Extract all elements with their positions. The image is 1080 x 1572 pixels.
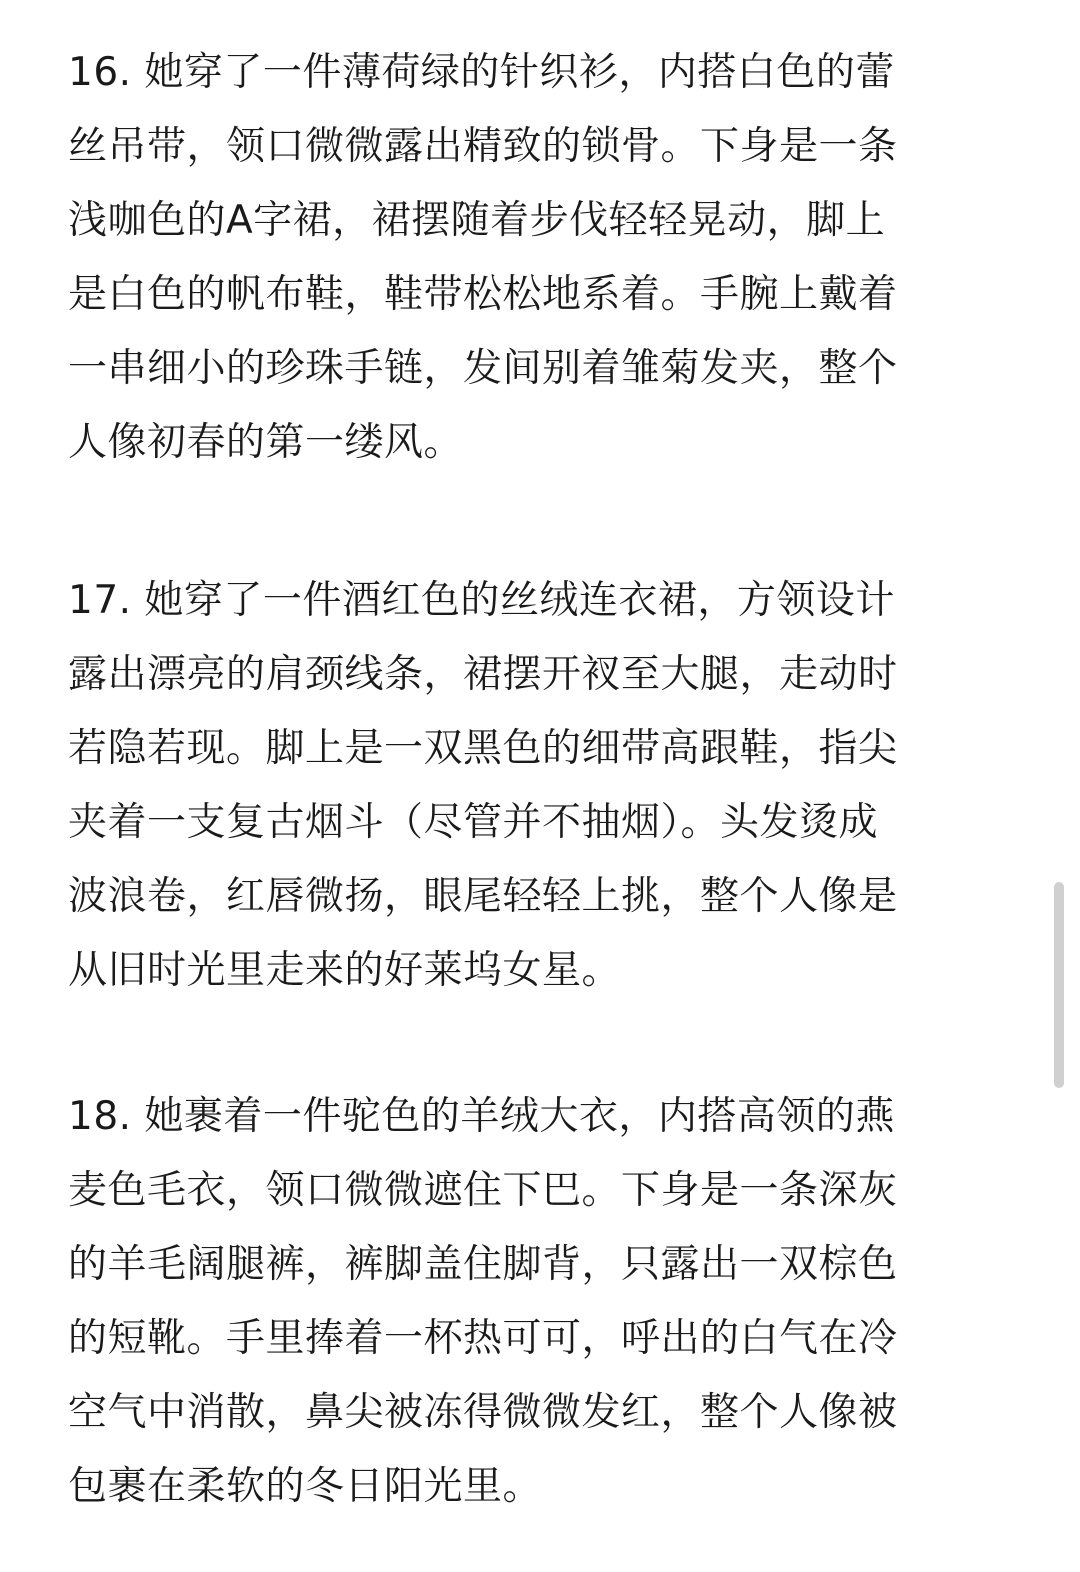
scrollbar-thumb[interactable] <box>1054 882 1064 1088</box>
paragraph-line: 一串细小的珍珠手链，发间别着雏菊发夹，整个 <box>68 346 898 391</box>
paragraph-line: 露出漂亮的肩颈线条，裙摆开衩至大腿，走动时 <box>68 652 898 697</box>
paragraph-line: 从旧时光里走来的好莱坞女星。 <box>68 948 622 993</box>
paragraph-line: 麦色毛衣，领口微微遮住下巴。下身是一条深灰 <box>68 1168 898 1213</box>
paragraph-line: 的短靴。手里捧着一杯热可可，呼出的白气在冷 <box>68 1316 898 1361</box>
paragraph-line: 18. 她裹着一件驼色的羊绒大衣，内搭高领的燕 <box>68 1094 895 1139</box>
paragraph-line: 包裹在柔软的冬日阳光里。 <box>68 1464 543 1509</box>
paragraph-line: 浅咖色的A字裙，裙摆随着步伐轻轻晃动，脚上 <box>68 198 886 243</box>
outfit-paragraph-16 <box>68 36 1008 480</box>
paragraph-line: 是白色的帆布鞋，鞋带松松地系着。手腕上戴着 <box>68 272 898 317</box>
paragraph-line: 16. 她穿了一件薄荷绿的针织衫，内搭白色的蕾 <box>68 50 895 95</box>
paragraph-line: 人像初春的第一缕风。 <box>68 420 464 465</box>
paragraph-line: 17. 她穿了一件酒红色的丝绒连衣裙，方领设计 <box>68 578 895 623</box>
paragraph-line: 波浪卷，红唇微扬，眼尾轻轻上挑，整个人像是 <box>68 874 898 919</box>
paragraph-line: 空气中消散，鼻尖被冻得微微发红，整个人像被 <box>68 1390 898 1435</box>
outfit-paragraph-18 <box>68 1080 1008 1524</box>
outfit-paragraph-17 <box>68 564 1008 1008</box>
paragraph-line: 的羊毛阔腿裤，裤脚盖住脚背，只露出一双棕色 <box>68 1242 898 1287</box>
paragraph-line: 若隐若现。脚上是一双黑色的细带高跟鞋，指尖 <box>68 726 898 771</box>
paragraph-line: 夹着一支复古烟斗（尽管并不抽烟）。头发烫成 <box>68 800 879 845</box>
paragraph-line: 丝吊带，领口微微露出精致的锁骨。下身是一条 <box>68 124 898 169</box>
